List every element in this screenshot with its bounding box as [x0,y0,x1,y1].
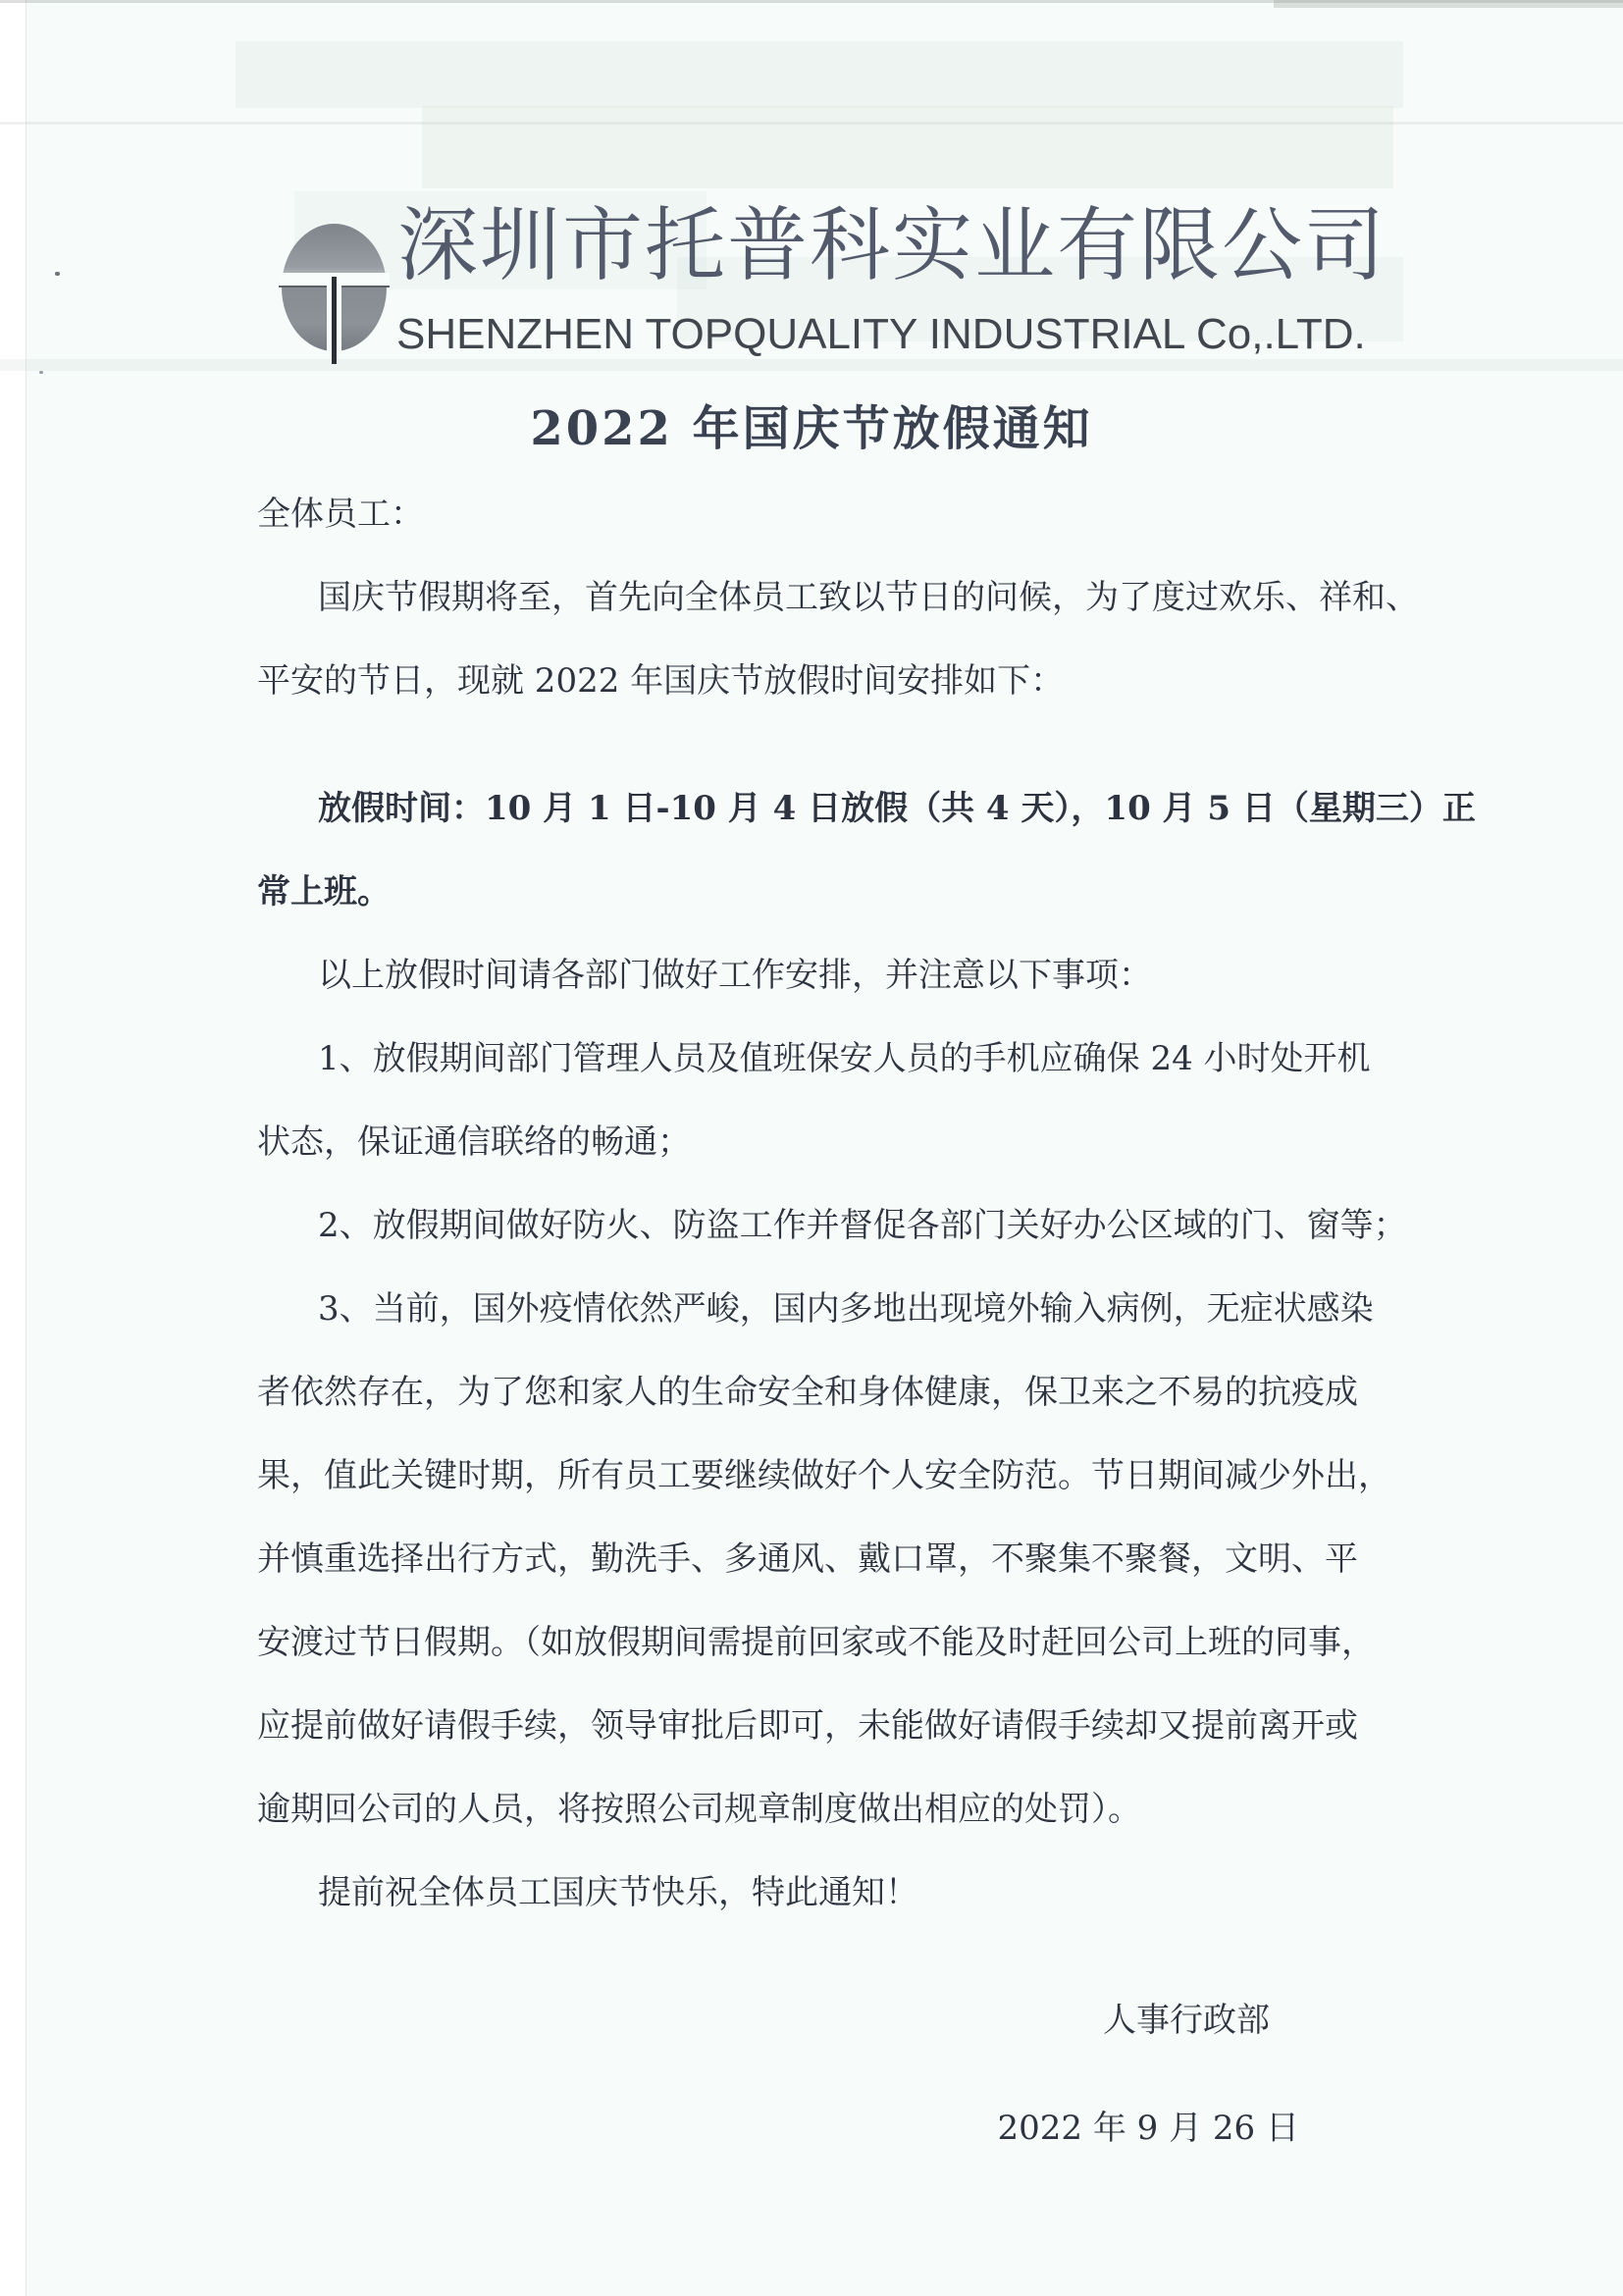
body-line: 果，值此关键时期，所有员工要继续做好个人安全防范。节日期间减少外出， [257,1456,1391,1495]
signature-department: 人事行政部 [1103,2001,1270,2040]
company-name-chinese: 深圳市托普科实业有限公司 [397,199,1387,292]
scan-shade-artifact [236,41,1403,108]
body-lines [257,578,1476,1957]
body-line: 并慎重选择出行方式，勤洗手、多通风、戴口罩，不聚集不聚餐，文明、平 [257,1539,1358,1579]
company-logo-t-circle-icon [282,224,387,351]
scan-streak-artifact [0,122,1623,125]
body-line: 应提前做好请假手续，领导审批后即可，未能做好请假手续却又提前离开或 [257,1706,1358,1746]
notice-body [257,495,1476,2193]
scan-speck-artifact [39,371,43,374]
scan-speck-artifact [55,272,60,276]
body-line: 以上放假时间请各部门做好工作安排，并注意以下事项： [318,956,1152,995]
scan-shade-artifact [422,106,1393,188]
company-name-english: SHENZHEN TOPQUALITY INDUSTRIAL Co,.LTD. [396,310,1366,358]
body-line: 状态，保证通信联络的畅通； [257,1122,691,1162]
body-line: 平安的节日，现就 2022 年国庆节放假时间安排如下： [257,661,1065,701]
body-line: 1、放假期间部门管理人员及值班保安人员的手机应确保 24 小时处开机 [318,1039,1371,1078]
body-line: 逾期回公司的人员，将按照公司规章制度做出相应的处罚）。 [257,1790,1141,1829]
body-line: 提前祝全体员工国庆节快乐，特此通知！ [318,1873,918,1912]
salutation-line: 全体员工： [257,495,424,534]
scan-edge-artifact [0,0,26,2296]
body-line: 国庆节假期将至，首先向全体员工致以节日的问候，为了度过欢乐、祥和、 [318,578,1419,617]
scan-shade-artifact [1274,0,1623,8]
notice-title: 2022 年国庆节放假通知 [530,401,1093,456]
body-line: 安渡过节日假期。（如放假期间需提前回家或不能及时赶回公司上班的同事， [257,1623,1375,1662]
body-line: 2、放假期间做好防火、防盗工作并督促各部门关好办公区域的门、窗等； [318,1206,1407,1245]
body-line: 常上班。 [257,872,391,912]
scan-line-artifact [0,0,1623,3]
body-line: 者依然存在，为了您和家人的生命安全和身体健康，保卫来之不易的抗疫成 [257,1373,1358,1412]
scan-streak-artifact [0,359,1623,371]
body-line: 放假时间：10 月 1 日-10 月 4 日放假（共 4 天），10 月 5 日（星期三）正 [318,789,1476,828]
body-line: 3、当前，国外疫情依然严峻，国内多地出现境外输入病例，无症状感染 [318,1289,1374,1329]
notice-date: 2022 年 9 月 26 日 [997,2109,1299,2148]
logo-t-stem-line [332,277,337,364]
